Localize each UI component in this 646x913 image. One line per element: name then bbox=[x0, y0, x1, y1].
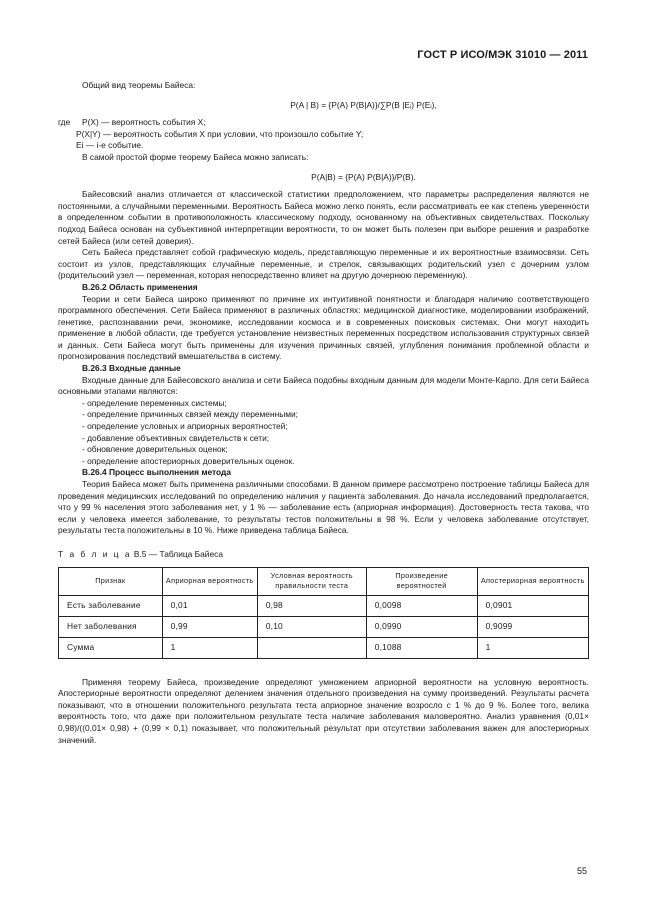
section-heading-262: B.26.2 Область применения bbox=[82, 281, 198, 292]
table-cell: 0,98 bbox=[257, 595, 366, 616]
table-row bbox=[59, 637, 589, 658]
table-cell: 0,01 bbox=[162, 595, 257, 616]
page-number: 55 bbox=[576, 866, 587, 876]
table-header-cell: Условная вероятность правильности теста bbox=[257, 567, 366, 595]
table-header-cell: Произведение вероятностей bbox=[366, 567, 477, 595]
list-item: - добавление объективных свидетельств к сети; bbox=[82, 432, 270, 443]
section-heading-263: B.26.3 Входные данные bbox=[82, 363, 181, 374]
where-label: где bbox=[58, 117, 71, 128]
list-item: - определение причинных связей между переменными; bbox=[82, 409, 299, 420]
table-header-row bbox=[59, 567, 589, 595]
table-cell: Сумма bbox=[59, 637, 163, 658]
definition-pxy: P(X|Y) — вероятность события X при условии, что произошло событие Y; bbox=[76, 128, 364, 139]
list-item: - определение переменных системы; bbox=[82, 397, 227, 408]
table-cell: Нет заболевания bbox=[59, 616, 163, 637]
table-caption-prefix: Т а б л и ц а bbox=[58, 548, 132, 559]
document-code-header: ГОСТ Р ИСО/МЭК 31010 — 2011 bbox=[417, 49, 588, 61]
paragraph-bayes-network: Сеть Байеса представляет собой графическую модель, представляющую переменные и их вероятностные взаимосвязи. Сеть состоит из узлов, представляющих случайные переменные, и стрелок, связывающих родительский узел с дочерним узлом (родительский узел — переменная, которая непосредственно влияет на другую дочернюю переменную). bbox=[58, 247, 589, 281]
table-caption-title: B.5 — Таблица Байеса bbox=[133, 548, 223, 559]
table-cell: 0,0990 bbox=[366, 616, 477, 637]
table-cell: Есть заболевание bbox=[59, 595, 163, 616]
general-form-text: Общий вид теоремы Байеса: bbox=[82, 80, 196, 90]
definitions-block bbox=[58, 117, 589, 129]
list-item: - определение апостериорных доверительных оценок. bbox=[82, 455, 295, 466]
section-text-262: Теории и сети Байеса широко применяют по причине их интуитивной понятности и благодаря наличию соответствующего программного обеспечения. Сети Байеса применяют в различных областях: медицинской диагностике, моделировании изображений, генетике, распознавании речи, экономике, исследовании космоса и в современных поисковых системах. Они могут находить применение в любой области, где требуется установление неизвестных переменных посредством использования структурных связей и данных. Сети Байеса могут быть применены для изучения причинных связей, углубления понимания проблемной области и прогнозирования последствий вмешательства в систему. bbox=[58, 293, 589, 362]
table-caption bbox=[58, 549, 589, 561]
table-header-cell: Апостериорная вероятность bbox=[477, 567, 588, 595]
table-cell: 0,10 bbox=[257, 616, 366, 637]
table-row bbox=[59, 616, 589, 637]
table-cell: 0,0901 bbox=[477, 595, 588, 616]
bayes-formula-simple: P(A|B) = {P(A) P(B|A)}/P(B). bbox=[311, 171, 416, 182]
table-cell: 0,9099 bbox=[477, 616, 588, 637]
table-cell: 1 bbox=[477, 637, 588, 658]
list-item: - определение условных и априорных вероятностей; bbox=[82, 421, 288, 432]
bayes-table bbox=[58, 567, 589, 659]
section-heading-264: B.26.4 Процесс выполнения метода bbox=[82, 467, 232, 478]
section-text-263: Входные данные для Байесовского анализа и сети Байеса подобны входным данным для модели Монте-Карло. Для сети Байеса основными этапами являются: bbox=[58, 374, 589, 397]
table-cell: 0,0098 bbox=[366, 595, 477, 616]
definition-px: P(X) — вероятность события X; bbox=[82, 117, 206, 128]
table-cell: 0,1088 bbox=[366, 637, 477, 658]
paragraph-bayesian-analysis: Байесовский анализ отличается от классической статистики предположением, что параметры распределения являются не постоянными, а случайными переменными. Вероятность Байеса можно легко понять, если рассматривать ее как степень уверенности в определенном событии в противоположность классическому подходу, основанному на объективных свидетельствах. Поскольку подход Байеса основан на субъективной интерпретации вероятности, то он может быть полезен при выборе решения и разработке сетей Байеса (или сетей доверия). bbox=[58, 189, 589, 246]
document-body bbox=[58, 80, 589, 746]
list-item: - обновление доверительных оценок; bbox=[82, 444, 228, 455]
table-header-cell: Априорная вероятность bbox=[162, 567, 257, 595]
closing-paragraph: Применяя теорему Байеса, произведение определяют умножением априорной вероятности на условную вероятность. Апостериорные вероятности определяют делением значения отдельного произведения на сумму произведений. Результаты расчета показывают, что в отношении положительного результата теста априорное значение возросло с 1 % до 9 %. Более того, велика вероятность того, что даже при положительном результате теста наличие заболевания маловероятно. Анализ уравнения (0,01× 0,98)/((0,01× 0,98) + (0,99 × 0,1) показывает, что положительный результат при отсутствии заболевания важен для апостериорных значений. bbox=[58, 676, 589, 745]
definition-ei: Ei — i-е событие. bbox=[76, 140, 144, 151]
table-cell bbox=[257, 637, 366, 658]
table-cell: 1 bbox=[162, 637, 257, 658]
table-header-cell: Признак bbox=[59, 567, 163, 595]
section-text-264: Теория Байеса может быть применена различными способами. В данном примере рассмотрено построение таблицы Байеса для проведения медицинских исследований по определению наличия у пациента заболевания. До начала исследований предполагается, что у 99 % населения этого заболевания нет, у 1 % — заболевание есть (априорная информация). Достоверность теста такова, что если у человека имеется заболевание, то результаты тестов положительны в 98 %. Если у человека заболевание отсутствует, результаты теста положительны в 10 %. Ниже приведена таблица Байеса. bbox=[58, 479, 589, 536]
table-cell: 0,99 bbox=[162, 616, 257, 637]
simple-form-text: В самой простой форме теорему Байеса можно записать: bbox=[82, 151, 309, 162]
table-row bbox=[59, 595, 589, 616]
bayes-formula-general: P(A | B) = {P(A) P(B|A)}/∑P(B |Eᵢ) P(Eᵢ), bbox=[290, 99, 437, 110]
